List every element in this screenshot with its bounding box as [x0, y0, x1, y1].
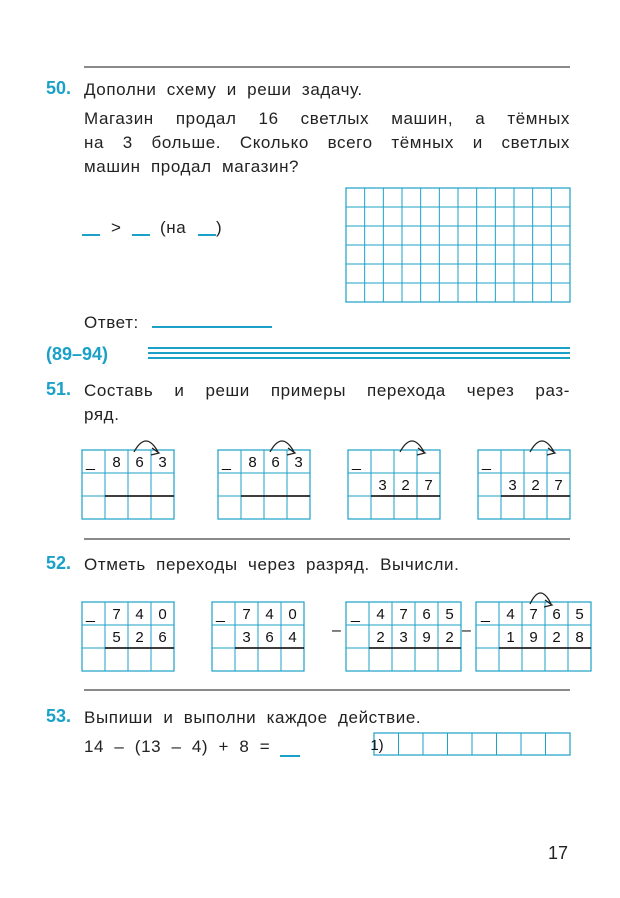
- exercise-50-line-2: на 3 больше. Сколько всего тёмных и светлых: [84, 133, 570, 152]
- expression: 14 – (13 – 4) + 8 =: [84, 737, 271, 756]
- exercise-50-line-3: машин продал магазин?: [84, 157, 300, 176]
- digit: 0: [158, 606, 167, 623]
- digit: 2: [376, 629, 385, 646]
- ex53-steps-grid[interactable]: [370, 733, 570, 817]
- minus-sign: –: [462, 622, 471, 639]
- scheme-blank-3[interactable]: [198, 234, 216, 236]
- minus-sign-small: _: [351, 606, 360, 623]
- separator-top: [84, 66, 570, 68]
- borrow-arrow-head: [417, 448, 425, 455]
- exercise-53-title: Выпиши и выполни каждое действие.: [84, 708, 422, 727]
- digit: 3: [242, 629, 251, 646]
- digit: 6: [271, 454, 280, 471]
- exercise-50-title: Дополни схему и реши задачу.: [84, 80, 363, 99]
- digit: 7: [399, 606, 408, 623]
- scheme-blank-2[interactable]: [132, 234, 150, 236]
- expression-answer-blank[interactable]: [280, 755, 300, 757]
- scheme-greater-sign: >: [111, 218, 122, 237]
- digit: 5: [112, 629, 121, 646]
- exercise-51-line-1: Составь и реши примеры перехода через раз-: [84, 381, 570, 400]
- exercise-50-number: 50.: [46, 78, 72, 98]
- minus-sign: _: [86, 454, 95, 471]
- minus-sign: –: [332, 622, 341, 639]
- digit: 2: [531, 477, 540, 494]
- minus-sign: _: [216, 606, 225, 623]
- ex52-column-block-3[interactable]: [332, 582, 454, 672]
- digit: 6: [265, 629, 274, 646]
- answer-blank[interactable]: [152, 326, 272, 328]
- digit: 2: [552, 629, 561, 646]
- borrow-arrow-head: [547, 448, 555, 455]
- digit: 4: [135, 606, 144, 623]
- digit: 1: [506, 629, 515, 646]
- digit: 2: [135, 629, 144, 646]
- minus-sign: _: [86, 606, 95, 623]
- digit: 7: [112, 606, 121, 623]
- digit: 3: [158, 454, 167, 471]
- digit: 8: [575, 629, 584, 646]
- exercise-52-number: 52.: [46, 553, 72, 573]
- ex51-column-block-4[interactable]: [478, 430, 570, 520]
- ex52-column-block-4[interactable]: [462, 582, 584, 672]
- digit: 4: [506, 606, 515, 623]
- digit: 5: [445, 606, 454, 623]
- exercise-50-line-1: Магазин продал 16 светлых машин, а тёмных: [84, 109, 570, 128]
- digit: 3: [399, 629, 408, 646]
- digit: 2: [401, 477, 410, 494]
- borrow-arrow-head: [151, 448, 159, 455]
- exercise-51-line-2: ряд.: [84, 405, 120, 424]
- exercise-51-number: 51.: [46, 379, 72, 399]
- minus-sign-small: _: [481, 606, 490, 623]
- scheme-close-paren: ): [216, 218, 223, 237]
- answer-label: Ответ:: [84, 313, 139, 332]
- scheme-na-label: (на: [160, 218, 187, 237]
- ex52-column-block-2[interactable]: [212, 582, 304, 672]
- ex51-column-block-2[interactable]: [218, 430, 310, 520]
- digit: 3: [294, 454, 303, 471]
- digit: 6: [552, 606, 561, 623]
- scheme-blank-1[interactable]: [82, 234, 100, 236]
- digit: 8: [248, 454, 257, 471]
- digit: 3: [378, 477, 387, 494]
- digit: 4: [288, 629, 297, 646]
- digit: 4: [376, 606, 385, 623]
- page-number: 17: [548, 843, 569, 863]
- section-line-1: [148, 347, 570, 349]
- digit: 6: [422, 606, 431, 623]
- digit: 2: [445, 629, 454, 646]
- ex51-column-block-3[interactable]: [348, 430, 440, 520]
- digit: 5: [575, 606, 584, 623]
- digit: 9: [529, 629, 538, 646]
- digit: 6: [158, 629, 167, 646]
- section-line-2: [148, 352, 570, 354]
- digit: 7: [529, 606, 538, 623]
- minus-sign: _: [352, 454, 361, 471]
- digit: 7: [242, 606, 251, 623]
- digit: 8: [112, 454, 121, 471]
- digit: 7: [424, 477, 433, 494]
- exercise-53-number: 53.: [46, 706, 72, 726]
- section-line-3: [148, 357, 570, 359]
- digit: 3: [508, 477, 517, 494]
- step-label: 1): [370, 737, 384, 754]
- section-range: (89–94): [46, 344, 109, 364]
- digit: 9: [422, 629, 431, 646]
- exercise-52-title: Отметь переходы через разряд. Вычисли.: [84, 555, 460, 574]
- digit: 4: [265, 606, 274, 623]
- minus-sign: _: [482, 454, 491, 471]
- digit: 0: [288, 606, 297, 623]
- ex51-column-block-1[interactable]: [82, 430, 174, 520]
- separator-52-53: [84, 689, 570, 691]
- ex52-column-block-1[interactable]: [82, 582, 174, 672]
- borrow-arrow-head: [287, 448, 295, 455]
- separator-51-52: [84, 538, 570, 540]
- digit: 6: [135, 454, 144, 471]
- minus-sign: _: [222, 454, 231, 471]
- solution-grid[interactable]: [346, 188, 570, 302]
- digit: 7: [554, 477, 563, 494]
